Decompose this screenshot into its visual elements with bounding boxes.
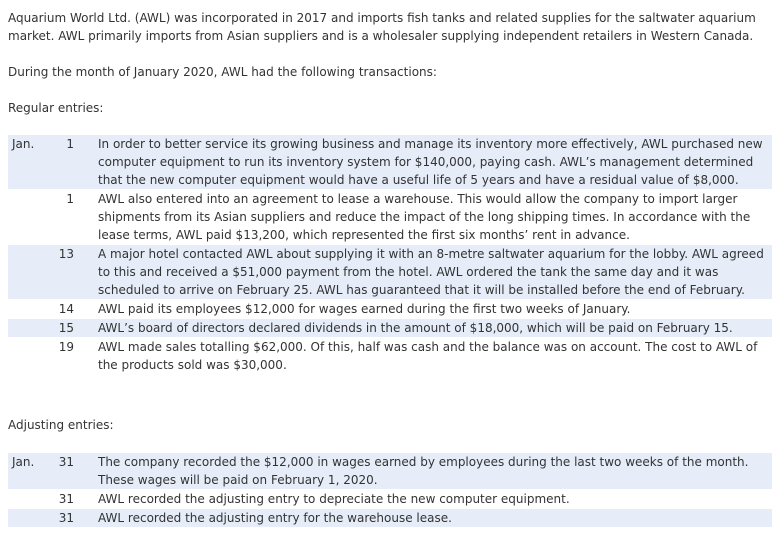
regular-entries-table [8,135,772,375]
table-row [8,490,772,509]
table-row [8,319,772,338]
entry-month [8,300,46,319]
entry-month [8,338,46,375]
entry-month [8,319,46,338]
entry-month [8,490,46,509]
entry-description: The company recorded the $12,000 in wages earned by employees during the last two weeks of the month. These wages will be paid on February 1, 2020. [98,453,772,490]
table-row [8,190,772,245]
table-row [8,135,772,190]
entry-description: AWL made sales totalling $62,000. Of this, half was cash and the balance was on account. The cost to AWL of the products sold was $30,000. [98,338,772,375]
entry-description: A major hotel contacted AWL about supplying it with an 8-metre saltwater aquarium for the lobby. AWL agreed to this and received a $51,000 payment from the hotel. AWL ordered the tank the same day and it was scheduled to arrive on February 25. AWL has guaranteed that it will be installed before the end of February. [98,245,772,300]
transactions-intro: During the month of January 2020, AWL had the following transactions: [8,65,437,79]
entry-day: 31 [46,453,98,490]
adjusting-entries-heading: Adjusting entries: [8,418,114,432]
table-row [8,300,772,319]
entry-month [8,190,46,245]
regular-entries-heading: Regular entries: [8,101,104,115]
table-row [8,338,772,375]
entry-day: 14 [46,300,98,319]
entry-month [8,245,46,300]
entry-month: Jan. [8,135,46,190]
entry-month: Jan. [8,453,46,490]
entry-day: 31 [46,509,98,528]
table-row [8,453,772,490]
entry-day: 19 [46,338,98,375]
entry-description: In order to better service its growing business and manage its inventory more effectively, AWL purchased new computer equipment to run its inventory system for $140,000, paying cash. AWL’s management determined that the new computer equipment would have a useful life of 5 years and have a residual value of $8,000. [98,135,772,190]
entry-day: 1 [46,135,98,190]
entry-description: AWL recorded the adjusting entry to depreciate the new computer equipment. [98,490,772,509]
table-row [8,245,772,300]
table-row [8,509,772,528]
entry-day: 15 [46,319,98,338]
entry-description: AWL also entered into an agreement to lease a warehouse. This would allow the company to import larger shipments from its Asian suppliers and reduce the impact of the long shipping times. In accordance with the lease terms, AWL paid $13,200, which represented the first six months’ rent in advance. [98,190,772,245]
entry-description: AWL’s board of directors declared dividends in the amount of $18,000, which will be paid on February 15. [98,319,772,338]
entry-month [8,509,46,528]
entry-day: 31 [46,490,98,509]
entry-day: 1 [46,190,98,245]
entry-day: 13 [46,245,98,300]
entry-description: AWL recorded the adjusting entry for the warehouse lease. [98,509,772,528]
adjusting-entries-table [8,453,772,528]
intro-paragraph: Aquarium World Ltd. (AWL) was incorporated in 2017 and imports fish tanks and related supplies for the saltwater aquarium market. AWL primarily imports from Asian suppliers and is a wholesaler supplying independent retailers in Western Canada. [8,11,756,43]
entry-description: AWL paid its employees $12,000 for wages earned during the first two weeks of January. [98,300,772,319]
